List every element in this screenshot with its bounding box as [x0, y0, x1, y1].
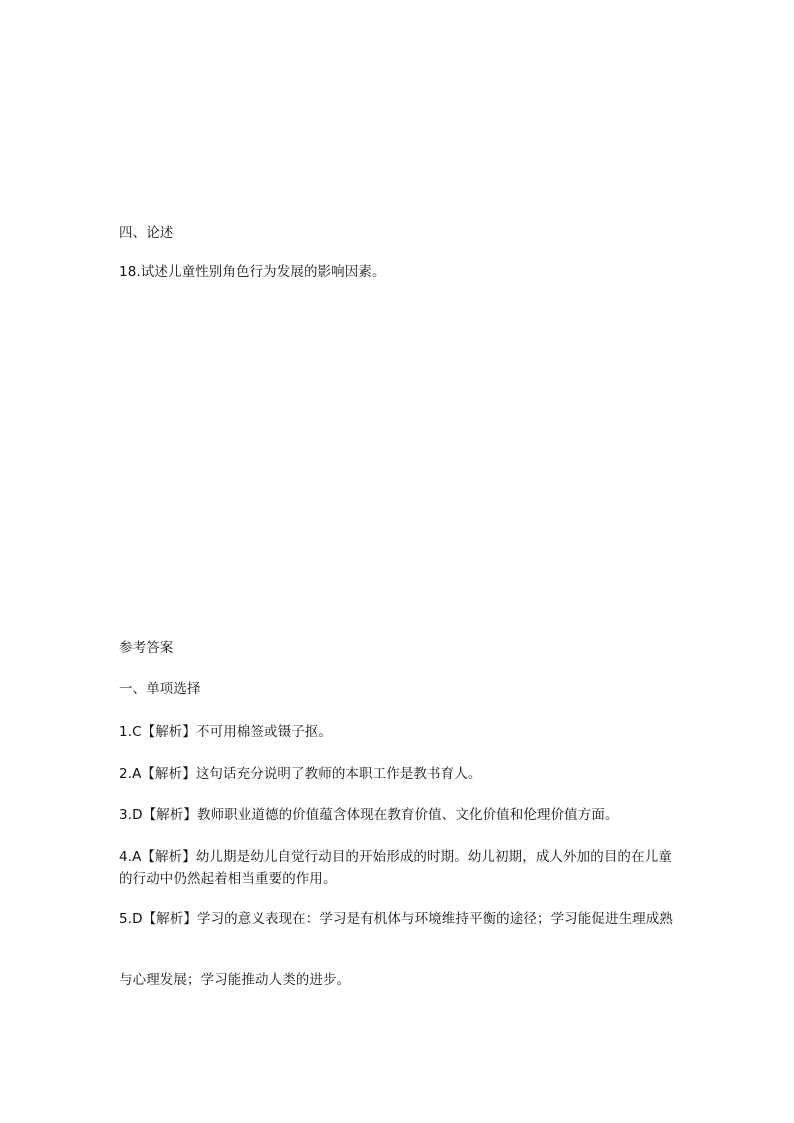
- answer-item-1: 1.C【解析】不可用棉签或镊子抠。: [119, 724, 333, 740]
- answer-section-title: 一、单项选择: [119, 681, 201, 697]
- answer-item-2: 2.A【解析】这句话充分说明了教师的本职工作是教书育人。: [119, 766, 482, 782]
- section-title-essay: 四、论述: [119, 225, 174, 241]
- answer-item-4: 4.A【解析】幼儿期是幼儿自觉行动目的开始形成的时期。幼儿初期，成人外加的目的在儿童的行动中仍然起着相当重要的作用。: [119, 849, 672, 887]
- question-18: 18.试述儿童性别角色行为发展的影响因素。: [119, 264, 386, 280]
- answer-key-heading: 参考答案: [119, 640, 174, 656]
- answer-item-5: 5.D【解析】学习的意义表现在：学习是有机体与环境维持平衡的途径；学习能促进生理成熟: [119, 911, 673, 927]
- answer-item-3: 3.D【解析】教师职业道德的价值蕴含体现在教育价值、文化价值和伦理价值方面。: [119, 807, 619, 823]
- answer-item-5-continuation: 与心理发展；学习能推动人类的进步。: [119, 972, 351, 988]
